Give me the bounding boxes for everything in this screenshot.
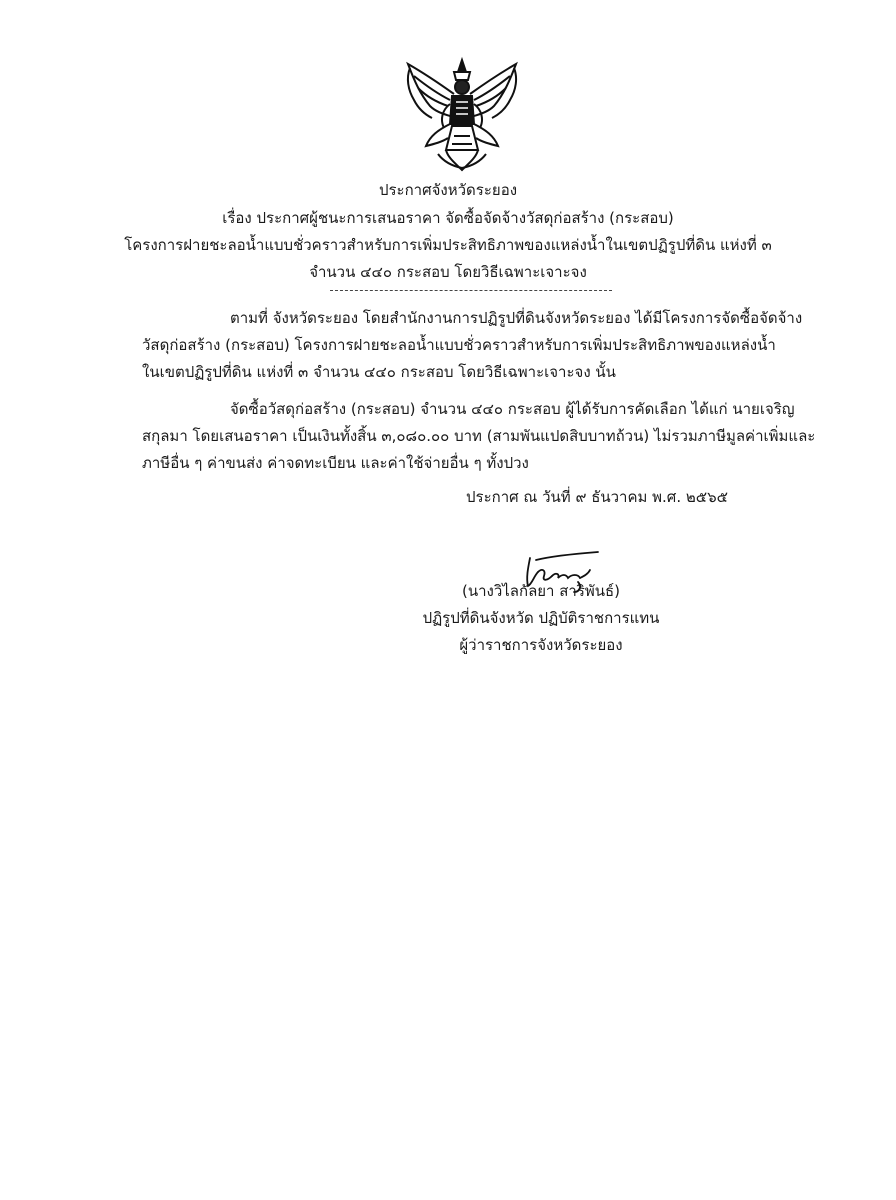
announcement-date: ประกาศ ณ วันที่ ๙ ธันวาคม พ.ศ. ๒๕๖๕: [466, 488, 728, 506]
paragraph-2-line-1: จัดซื้อวัสดุก่อสร้าง (กระสอบ) จำนวน ๔๔๐ กระสอบ ผู้ได้รับการคัดเลือก ได้แก่ นายเจริญ: [230, 400, 795, 418]
paragraph-1-line-2: วัสดุก่อสร้าง (กระสอบ) โครงการฝายชะลอน้ำแบบชั่วคราวสำหรับการเพิ่มประสิทธิภาพของแหล่งน้ำ: [142, 336, 776, 354]
document-title: ประกาศจังหวัดระยอง: [378, 181, 518, 199]
paragraph-1-line-3: ในเขตปฏิรูปที่ดิน แห่งที่ ๓ จำนวน ๔๔๐ กระสอบ โดยวิธีเฉพาะเจาะจง นั้น: [142, 363, 616, 381]
document-subject: เรื่อง ประกาศผู้ชนะการเสนอราคา จัดซื้อจัดจ้างวัสดุก่อสร้าง (กระสอบ): [222, 209, 674, 227]
separator-rule: [330, 290, 612, 291]
paragraph-2-line-3: ภาษีอื่น ๆ ค่าขนส่ง ค่าจดทะเบียน และค่าใช้จ่ายอื่น ๆ ทั้งปวง: [142, 454, 529, 472]
project-title-line-1: โครงการฝายชะลอน้ำแบบชั่วคราวสำหรับการเพิ่มประสิทธิภาพของแหล่งน้ำในเขตปฏิรูปที่ดิน แห่งที่ ๓: [124, 236, 772, 254]
project-title-line-2: จำนวน ๔๔๐ กระสอบ โดยวิธีเฉพาะเจาะจง: [309, 263, 587, 281]
signatory-name: (นางวิไลกัลยา สาริพันธ์): [461, 582, 621, 600]
signatory-position-2: ผู้ว่าราชการจังหวัดระยอง: [459, 636, 623, 654]
paragraph-2-line-2: สกุลมา โดยเสนอราคา เป็นเงินทั้งสิ้น ๓,๐๘๐.๐๐ บาท (สามพันแปดสิบบาทถ้วน) ไม่รวมภาษีมูลค่าเพิ่มและ: [142, 427, 816, 445]
signatory-position-1: ปฏิรูปที่ดินจังหวัด ปฏิบัติราชการแทน: [422, 609, 660, 627]
paragraph-1-line-1: ตามที่ จังหวัดระยอง โดยสำนักงานการปฏิรูปที่ดินจังหวัดระยอง ได้มีโครงการจัดซื้อจัดจ้าง: [230, 309, 803, 327]
garuda-emblem-icon: [400, 54, 524, 176]
